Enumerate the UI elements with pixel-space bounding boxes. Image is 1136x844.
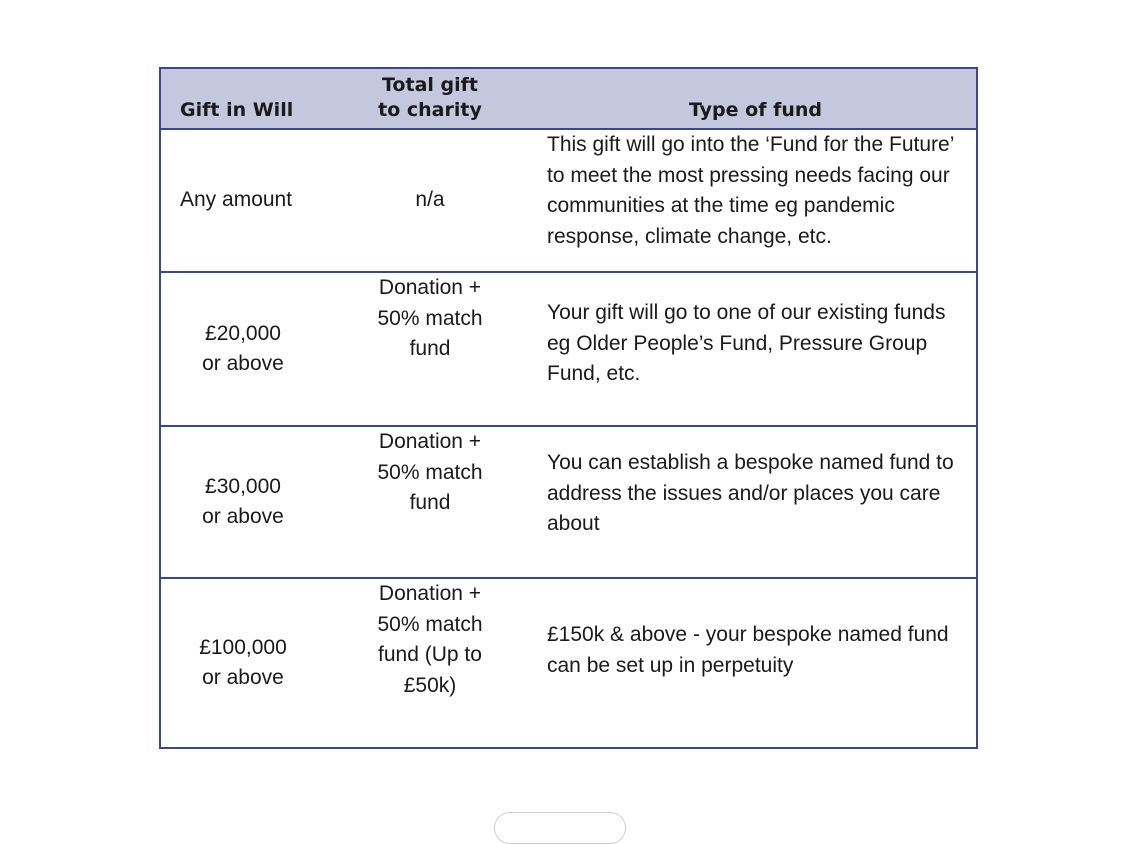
gift-in-will-table xyxy=(159,67,978,749)
table-row xyxy=(160,272,977,426)
fund-description-cell: £150k & above - your bespoke named fund can be set up in perpetuity xyxy=(535,578,977,748)
total-gift-cell: Donation + 50% match fund xyxy=(325,272,535,426)
table-row xyxy=(160,578,977,748)
gift-amount-cell: £20,000 or above xyxy=(160,272,325,426)
total-gift-cell: Donation + 50% match fund xyxy=(325,426,535,578)
table-row xyxy=(160,129,977,272)
header-total-gift: Total gift to charity xyxy=(325,68,535,129)
header-gift-in-will: Gift in Will xyxy=(160,68,325,129)
total-gift-cell: Donation + 50% match fund (Up to £50k) xyxy=(325,578,535,748)
total-gift-cell: n/a xyxy=(325,129,535,272)
gift-amount-cell: £100,000 or above xyxy=(160,578,325,748)
table-row xyxy=(160,426,977,578)
gift-amount-cell: Any amount xyxy=(160,129,325,272)
header-type-of-fund: Type of fund xyxy=(535,68,977,129)
fund-description-cell: Your gift will go to one of our existing funds eg Older People’s Fund, Pressure Group Fund, etc. xyxy=(535,272,977,426)
table-header-row xyxy=(160,68,977,129)
gift-amount-cell: £30,000 or above xyxy=(160,426,325,578)
fund-description-cell: You can establish a bespoke named fund to address the issues and/or places you care about xyxy=(535,426,977,578)
fund-description-cell: This gift will go into the ‘Fund for the Future’ to meet the most pressing needs facing our communities at the time eg pandemic response, climate change, etc. xyxy=(535,129,977,272)
bottom-pill-button[interactable] xyxy=(494,812,626,844)
